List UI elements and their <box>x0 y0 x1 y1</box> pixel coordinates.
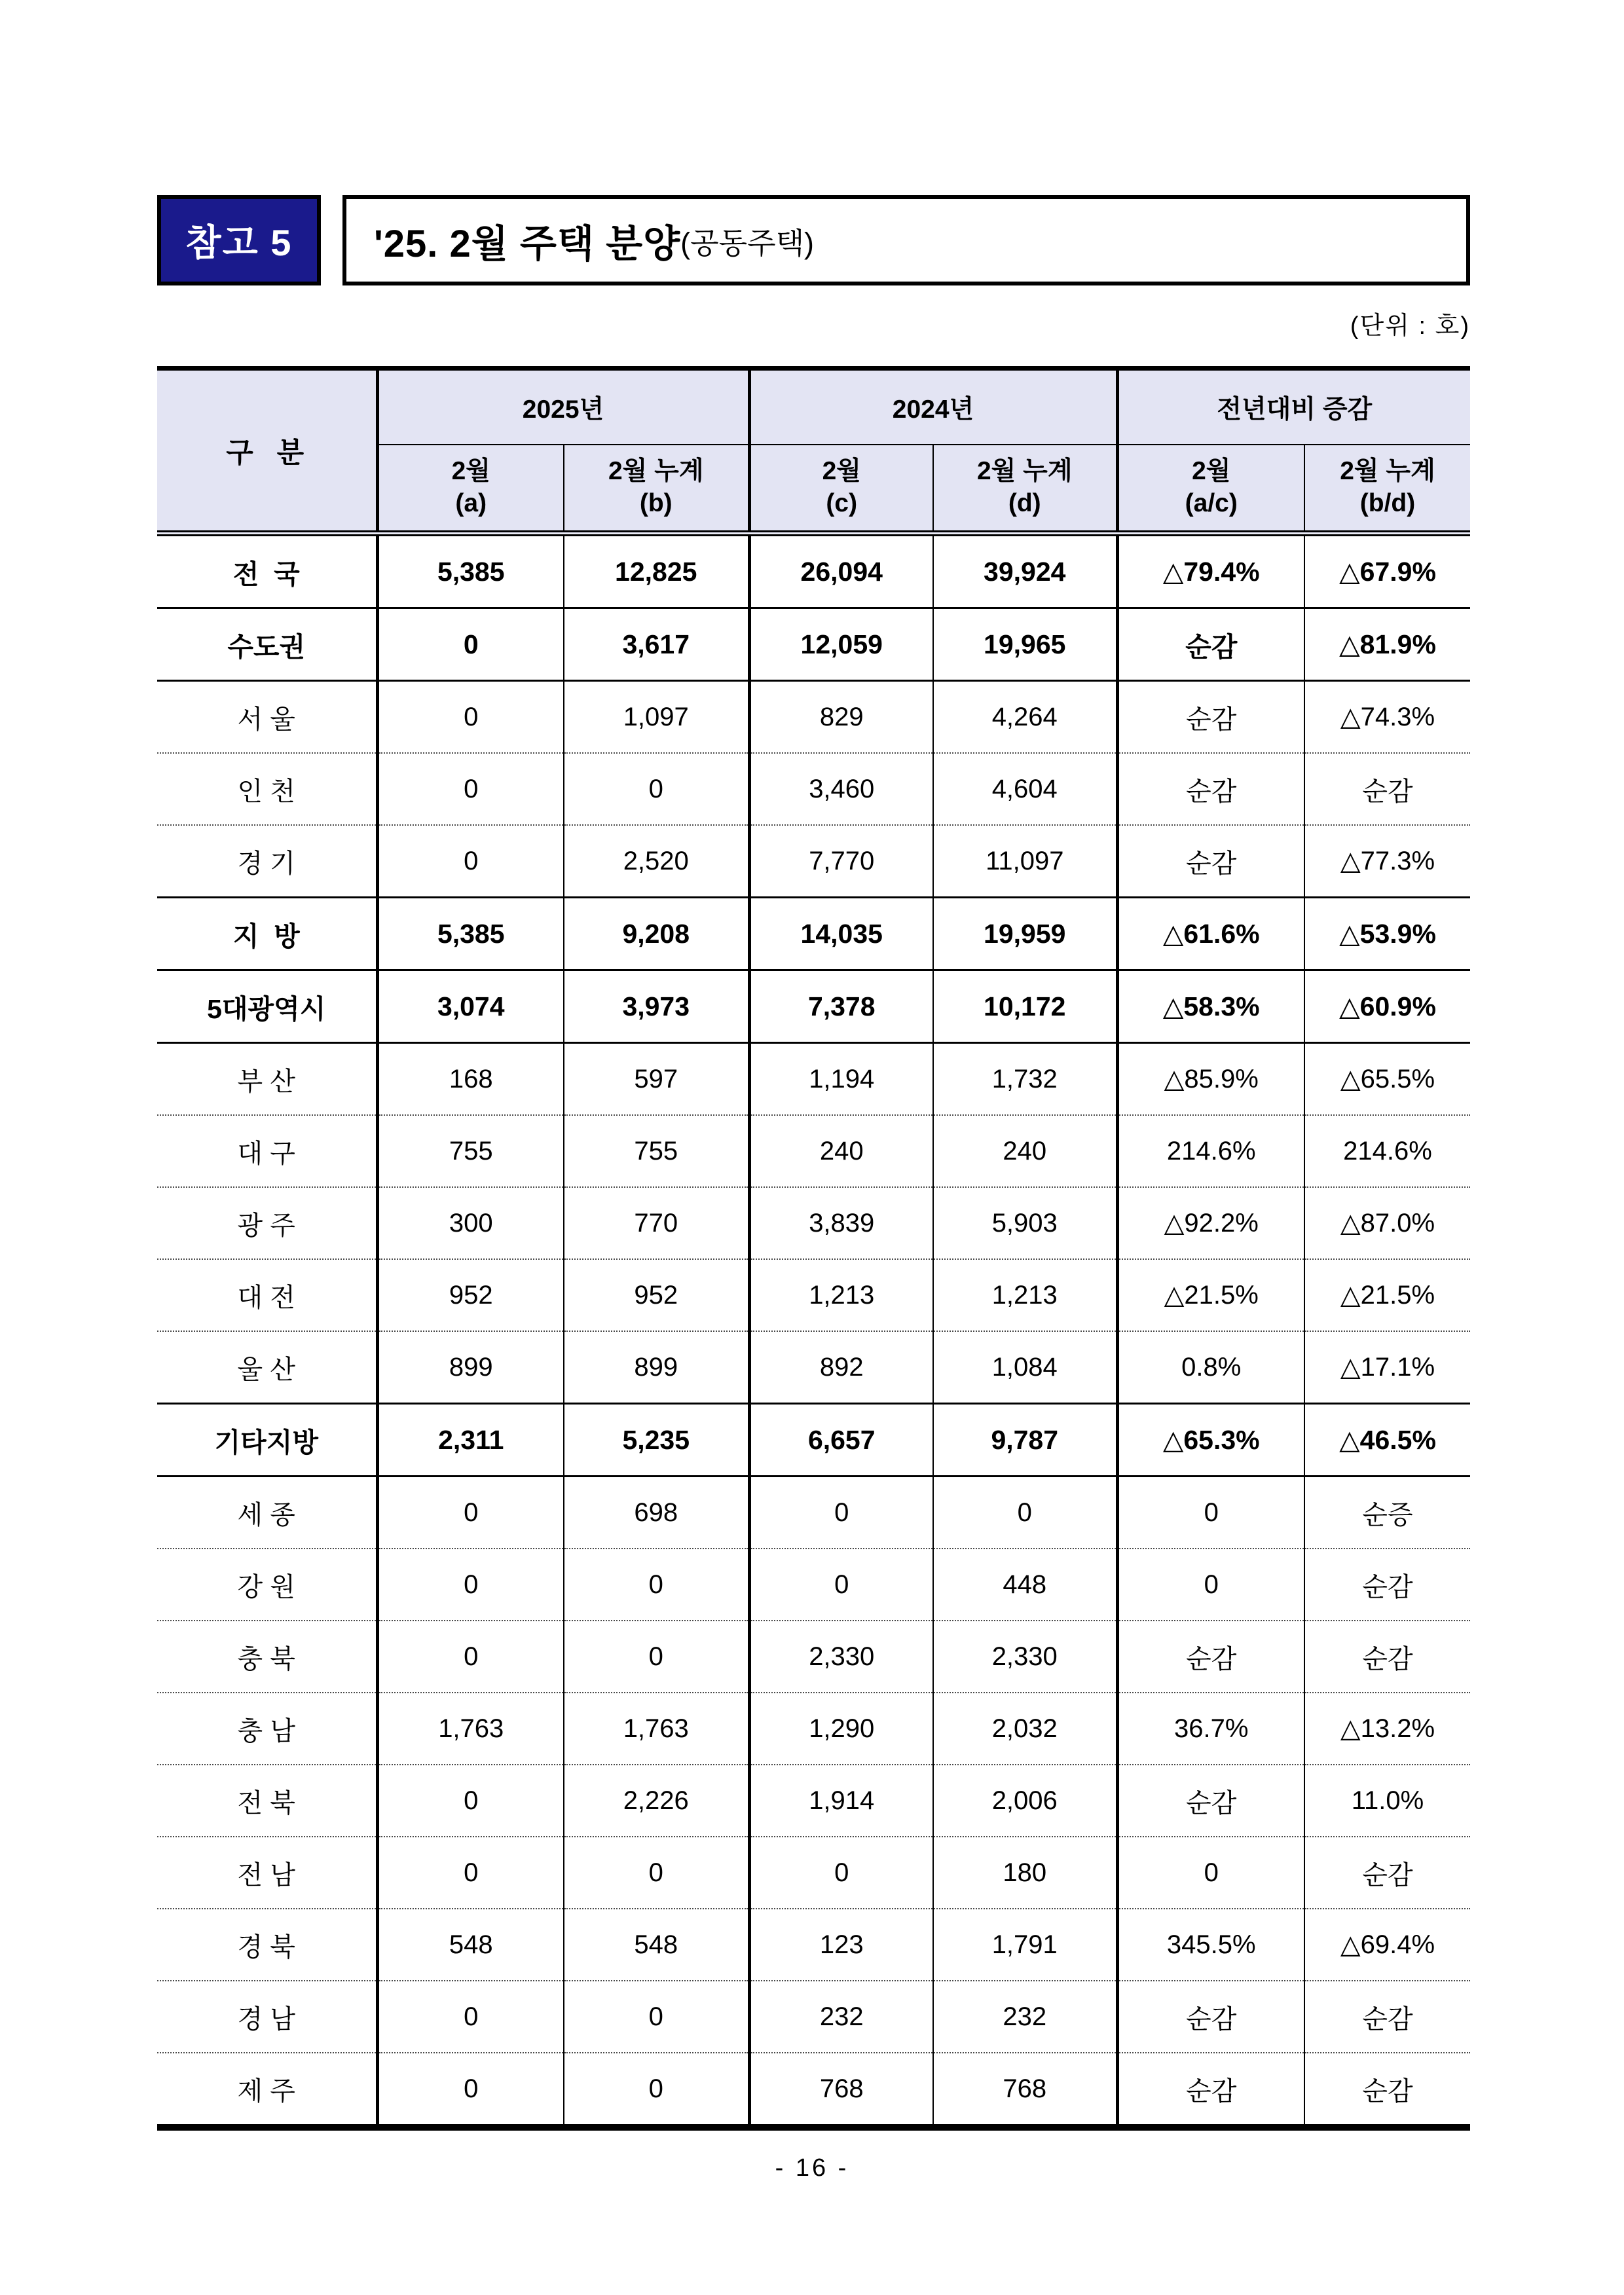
value-cell: △58.3% <box>1117 970 1304 1043</box>
col-header-feb-ac <box>1117 445 1304 534</box>
value-cell: 0 <box>933 1477 1117 1549</box>
title-box <box>342 195 1470 285</box>
value-cell: 770 <box>564 1187 749 1259</box>
value-cell: 1,194 <box>749 1043 933 1116</box>
title-band <box>157 195 1470 285</box>
value-cell: 952 <box>564 1259 749 1331</box>
table-row <box>157 1981 1470 2053</box>
table-row <box>157 608 1470 681</box>
value-cell: 0.8% <box>1117 1331 1304 1404</box>
col-header-line: (a) <box>455 489 487 517</box>
value-cell: 232 <box>933 1981 1117 2053</box>
value-cell: 순감 <box>1117 753 1304 825</box>
table-row <box>157 1765 1470 1837</box>
region-name-cell: 충 남 <box>157 1693 377 1765</box>
value-cell: 300 <box>377 1187 564 1259</box>
value-cell: 4,264 <box>933 681 1117 754</box>
document-page <box>157 195 1470 2131</box>
value-cell: 2,226 <box>564 1765 749 1837</box>
page-number: - 16 - <box>775 2154 849 2182</box>
value-cell: 3,617 <box>564 608 749 681</box>
value-cell: 0 <box>377 1837 564 1909</box>
value-cell: 0 <box>377 2053 564 2127</box>
value-cell: 448 <box>933 1549 1117 1621</box>
region-name-cell: 수도권 <box>157 608 377 681</box>
value-cell: 5,235 <box>564 1404 749 1477</box>
value-cell: 755 <box>377 1115 564 1187</box>
table-body <box>157 534 1470 2128</box>
table-row <box>157 1693 1470 1765</box>
table-row <box>157 1404 1470 1477</box>
value-cell: 1,791 <box>933 1909 1117 1981</box>
value-cell: 2,032 <box>933 1693 1117 1765</box>
value-cell: 0 <box>1117 1549 1304 1621</box>
value-cell: 698 <box>564 1477 749 1549</box>
table-row <box>157 1115 1470 1187</box>
value-cell: 5,385 <box>377 898 564 970</box>
value-cell: 순감 <box>1117 825 1304 898</box>
value-cell: 0 <box>377 1477 564 1549</box>
value-cell: △21.5% <box>1304 1259 1470 1331</box>
table-row <box>157 1549 1470 1621</box>
value-cell: △60.9% <box>1304 970 1470 1043</box>
value-cell: 0 <box>564 753 749 825</box>
value-cell: △13.2% <box>1304 1693 1470 1765</box>
value-cell: 214.6% <box>1117 1115 1304 1187</box>
table-row <box>157 1259 1470 1331</box>
value-cell: △53.9% <box>1304 898 1470 970</box>
value-cell: 345.5% <box>1117 1909 1304 1981</box>
value-cell: △46.5% <box>1304 1404 1470 1477</box>
value-cell: 0 <box>749 1549 933 1621</box>
region-name-cell: 강 원 <box>157 1549 377 1621</box>
table-row <box>157 898 1470 970</box>
table-row <box>157 1909 1470 1981</box>
value-cell: 4,604 <box>933 753 1117 825</box>
value-cell: 755 <box>564 1115 749 1187</box>
value-cell: 1,097 <box>564 681 749 754</box>
value-cell: 1,763 <box>564 1693 749 1765</box>
value-cell: 0 <box>377 1549 564 1621</box>
value-cell: 39,924 <box>933 534 1117 608</box>
region-name-cell: 전 국 <box>157 534 377 608</box>
value-cell: 952 <box>377 1259 564 1331</box>
value-cell: 0 <box>377 608 564 681</box>
value-cell: 1,732 <box>933 1043 1117 1116</box>
value-cell: △65.5% <box>1304 1043 1470 1116</box>
table-row <box>157 1187 1470 1259</box>
value-cell: 1,213 <box>749 1259 933 1331</box>
value-cell: 5,903 <box>933 1187 1117 1259</box>
value-cell: 232 <box>749 1981 933 2053</box>
value-cell: 순감 <box>1304 2053 1470 2127</box>
value-cell: △81.9% <box>1304 608 1470 681</box>
col-header-line: 2월 <box>1192 457 1231 486</box>
region-name-cell: 인 천 <box>157 753 377 825</box>
region-name-cell: 광 주 <box>157 1187 377 1259</box>
table-row <box>157 1331 1470 1404</box>
table-row <box>157 681 1470 754</box>
value-cell: 123 <box>749 1909 933 1981</box>
value-cell: 1,763 <box>377 1693 564 1765</box>
value-cell: 0 <box>564 1621 749 1693</box>
value-cell: 768 <box>933 2053 1117 2127</box>
value-cell: 7,378 <box>749 970 933 1043</box>
value-cell: 11.0% <box>1304 1765 1470 1837</box>
col-header-line: 2월 <box>451 457 490 486</box>
value-cell: 0 <box>377 681 564 754</box>
col-header-line: 2월 누계 <box>1340 457 1435 486</box>
col-header-cum-bd <box>1304 445 1470 534</box>
value-cell: 10,172 <box>933 970 1117 1043</box>
value-cell: 1,084 <box>933 1331 1117 1404</box>
value-cell: 순감 <box>1117 1621 1304 1693</box>
value-cell: 0 <box>377 753 564 825</box>
value-cell: △85.9% <box>1117 1043 1304 1116</box>
region-name-cell: 5대광역시 <box>157 970 377 1043</box>
value-cell: 240 <box>933 1115 1117 1187</box>
col-header-line: (d) <box>1008 489 1041 517</box>
value-cell: 3,074 <box>377 970 564 1043</box>
value-cell: 180 <box>933 1837 1117 1909</box>
value-cell: 899 <box>564 1331 749 1404</box>
value-cell: 0 <box>564 1837 749 1909</box>
value-cell: △17.1% <box>1304 1331 1470 1404</box>
region-name-cell: 대 전 <box>157 1259 377 1331</box>
value-cell: 9,787 <box>933 1404 1117 1477</box>
page-title: '25. 2월 주택 분양 <box>374 223 681 265</box>
value-cell: △79.4% <box>1117 534 1304 608</box>
value-cell: 순증 <box>1304 1477 1470 1549</box>
value-cell: △21.5% <box>1117 1259 1304 1331</box>
value-cell: 12,825 <box>564 534 749 608</box>
value-cell: 5,385 <box>377 534 564 608</box>
value-cell: △92.2% <box>1117 1187 1304 1259</box>
value-cell: 순감 <box>1304 1837 1470 1909</box>
table-row <box>157 1621 1470 1693</box>
region-name-cell: 경 북 <box>157 1909 377 1981</box>
value-cell: △74.3% <box>1304 681 1470 754</box>
value-cell: 0 <box>564 1549 749 1621</box>
value-cell: 1,914 <box>749 1765 933 1837</box>
value-cell: 3,460 <box>749 753 933 825</box>
value-cell: 899 <box>377 1331 564 1404</box>
region-name-cell: 경 남 <box>157 1981 377 2053</box>
value-cell: 2,311 <box>377 1404 564 1477</box>
value-cell: 9,208 <box>564 898 749 970</box>
table-row <box>157 825 1470 898</box>
region-name-cell: 충 북 <box>157 1621 377 1693</box>
value-cell: 0 <box>749 1837 933 1909</box>
col-header-2025: 2025년 <box>377 369 749 445</box>
col-header-line: 2월 누계 <box>608 457 704 486</box>
value-cell: 19,959 <box>933 898 1117 970</box>
value-cell: 0 <box>377 1621 564 1693</box>
value-cell: 36.7% <box>1117 1693 1304 1765</box>
region-name-cell: 울 산 <box>157 1331 377 1404</box>
table-row <box>157 970 1470 1043</box>
region-name-cell: 경 기 <box>157 825 377 898</box>
value-cell: 597 <box>564 1043 749 1116</box>
value-cell: 12,059 <box>749 608 933 681</box>
value-cell: 548 <box>564 1909 749 1981</box>
col-header-cum-b <box>564 445 749 534</box>
table-header <box>157 369 1470 534</box>
value-cell: 240 <box>749 1115 933 1187</box>
value-cell: 2,330 <box>933 1621 1117 1693</box>
value-cell: 3,839 <box>749 1187 933 1259</box>
value-cell: △69.4% <box>1304 1909 1470 1981</box>
value-cell: △77.3% <box>1304 825 1470 898</box>
table-row <box>157 1477 1470 1549</box>
value-cell: 2,006 <box>933 1765 1117 1837</box>
value-cell: 7,770 <box>749 825 933 898</box>
col-header-line: (b) <box>639 489 673 517</box>
value-cell: 0 <box>377 825 564 898</box>
value-cell: 892 <box>749 1331 933 1404</box>
page-title-suffix: (공동주택) <box>680 226 815 260</box>
table-row <box>157 1837 1470 1909</box>
value-cell: 214.6% <box>1304 1115 1470 1187</box>
value-cell: 26,094 <box>749 534 933 608</box>
region-name-cell: 대 구 <box>157 1115 377 1187</box>
reference-badge: 참고 5 <box>157 195 321 285</box>
col-header-line: (c) <box>826 489 858 517</box>
value-cell: △87.0% <box>1304 1187 1470 1259</box>
value-cell: 6,657 <box>749 1404 933 1477</box>
value-cell: 순감 <box>1117 1765 1304 1837</box>
table-row <box>157 753 1470 825</box>
region-name-cell: 세 종 <box>157 1477 377 1549</box>
value-cell: 829 <box>749 681 933 754</box>
value-cell: 19,965 <box>933 608 1117 681</box>
value-cell: 순감 <box>1304 1549 1470 1621</box>
value-cell: △67.9% <box>1304 534 1470 608</box>
value-cell: 순감 <box>1304 1981 1470 2053</box>
table-row <box>157 534 1470 608</box>
value-cell: 순감 <box>1117 2053 1304 2127</box>
region-name-cell: 부 산 <box>157 1043 377 1116</box>
region-name-cell: 서 울 <box>157 681 377 754</box>
region-name-cell: 기타지방 <box>157 1404 377 1477</box>
value-cell: 0 <box>564 1981 749 2053</box>
col-header-2024: 2024년 <box>749 369 1117 445</box>
region-name-cell: 제 주 <box>157 2053 377 2127</box>
region-name-cell: 전 남 <box>157 1837 377 1909</box>
value-cell: 순감 <box>1304 1621 1470 1693</box>
housing-sales-table <box>157 366 1470 2131</box>
col-header-line: (a/c) <box>1185 489 1238 517</box>
value-cell: 순감 <box>1117 1981 1304 2053</box>
col-header-yoy: 전년대비 증감 <box>1117 369 1470 445</box>
col-header-cum-d <box>933 445 1117 534</box>
col-header-line: 2월 누계 <box>976 457 1073 486</box>
unit-note: (단위 : 호) <box>1350 312 1470 340</box>
value-cell: 3,973 <box>564 970 749 1043</box>
value-cell: 0 <box>749 1477 933 1549</box>
value-cell: 14,035 <box>749 898 933 970</box>
value-cell: 768 <box>749 2053 933 2127</box>
col-header-category: 구 분 <box>157 369 377 534</box>
value-cell: 0 <box>564 2053 749 2127</box>
value-cell: 순감 <box>1117 681 1304 754</box>
value-cell: 168 <box>377 1043 564 1116</box>
value-cell: 0 <box>377 1981 564 2053</box>
value-cell: 548 <box>377 1909 564 1981</box>
value-cell: 0 <box>377 1765 564 1837</box>
value-cell: 순감 <box>1117 608 1304 681</box>
value-cell: 1,290 <box>749 1693 933 1765</box>
value-cell: △65.3% <box>1117 1404 1304 1477</box>
value-cell: 2,520 <box>564 825 749 898</box>
col-header-feb-a <box>377 445 564 534</box>
table-row <box>157 1043 1470 1116</box>
value-cell: 0 <box>1117 1477 1304 1549</box>
value-cell: 1,213 <box>933 1259 1117 1331</box>
value-cell: 0 <box>1117 1837 1304 1909</box>
value-cell: 11,097 <box>933 825 1117 898</box>
value-cell: △61.6% <box>1117 898 1304 970</box>
region-name-cell: 지 방 <box>157 898 377 970</box>
value-cell: 2,330 <box>749 1621 933 1693</box>
col-header-feb-c <box>749 445 933 534</box>
col-header-line: (b/d) <box>1359 489 1416 517</box>
col-header-line: 2월 <box>822 457 861 486</box>
value-cell: 순감 <box>1304 753 1470 825</box>
region-name-cell: 전 북 <box>157 1765 377 1837</box>
table-row <box>157 2053 1470 2127</box>
